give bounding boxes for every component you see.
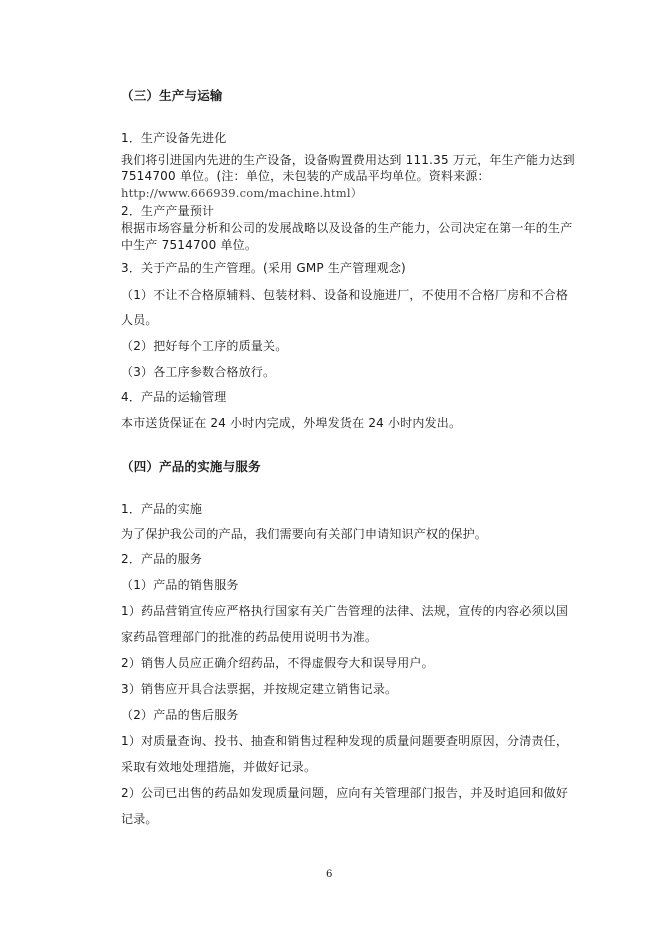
paragraph-line: 根据市场容量分析和公司的发展战略以及设备的生产能力，公司决定在第一年的生产 <box>121 221 573 235</box>
paragraph-line: （2）把好每个工序的质量关。 <box>121 339 288 353</box>
paragraph-line: 1）对质量查询、投书、抽查和销售过程种发现的质量问题要查明原因，分清责任， <box>121 734 569 748</box>
paragraph-line: 本市送货保证在 24 小时内完成，外埠发货在 24 小时内发出。 <box>121 416 462 430</box>
subheading: 2．生产产量预计 <box>121 204 215 218</box>
paragraph-line: 1）药品营销宣传应严格执行国家有关广告管理的法律、法规，宣传的内容必须以国 <box>121 604 569 618</box>
paragraph-line: 7514700 单位。(注：单位，未包装的产成品平均单位。资料来源： <box>121 169 490 183</box>
subheading: 1．生产设备先进化 <box>121 131 227 145</box>
subheading: 2．产品的服务 <box>121 552 203 566</box>
subheading: （2）产品的售后服务 <box>121 708 239 722</box>
subheading: 1．产品的实施 <box>121 502 203 516</box>
section-heading-4: （四）产品的实施与服务 <box>121 459 261 474</box>
paragraph-line: 2）销售人员应正确介绍药品，不得虚假夸大和误导用户。 <box>121 656 434 670</box>
paragraph-line: 我们将引进国内先进的生产设备，设备购置费用达到 111.35 万元，年生产能力达到 <box>121 153 575 167</box>
subheading: 4．产品的运输管理 <box>121 390 227 404</box>
paragraph-line: 人员。 <box>121 313 158 327</box>
paragraph-line: 为了保护我公司的产品，我们需要向有关部门申请知识产权的保护。 <box>121 527 488 541</box>
subheading: 3．关于产品的生产管理。(采用 GMP 生产管理观念) <box>121 261 406 275</box>
paragraph-line: （3）各工序参数合格放行。 <box>121 365 276 379</box>
paragraph-line: （1）不让不合格原辅料、包装材料、设备和设施进厂，不使用不合格厂房和不合格 <box>121 288 569 302</box>
page-number: 6 <box>326 869 333 880</box>
paragraph-line: 记录。 <box>121 812 158 826</box>
paragraph-line: 中生产 7514700 单位。 <box>121 238 258 252</box>
paragraph-line: 家药品管理部门的批准的药品使用说明书为准。 <box>121 630 378 644</box>
paragraph-line: 2）公司已出售的药品如发现质量问题，应向有关管理部门报告，并及时追回和做好 <box>121 786 569 800</box>
source-link[interactable]: http://www.666939.com/machine.html） <box>121 186 363 200</box>
paragraph-line: 采取有效地处理措施，并做好记录。 <box>121 760 317 774</box>
subheading: （1）产品的销售服务 <box>121 578 239 592</box>
paragraph-line: 3）销售应开具合法票据，并按规定建立销售记录。 <box>121 682 398 696</box>
section-heading-3: （三）生产与运输 <box>121 88 223 103</box>
